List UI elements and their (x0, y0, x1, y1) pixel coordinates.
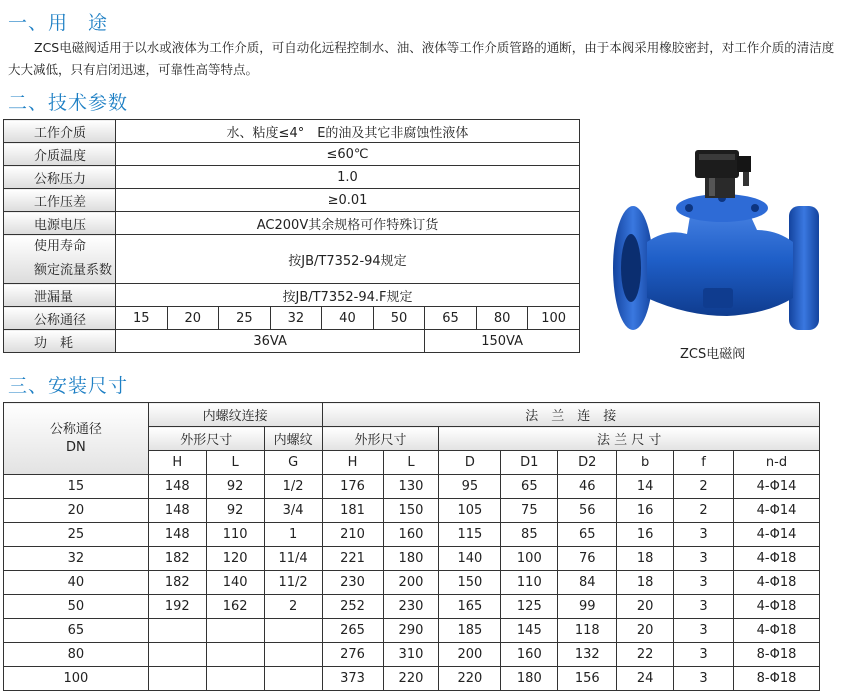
table-cell: 16 (617, 523, 674, 547)
spec-label: 公称通径 (4, 307, 116, 330)
table-cell: 110 (501, 571, 558, 595)
table-cell: 18 (617, 547, 674, 571)
table-cell: 11/2 (264, 571, 322, 595)
spec-label-life: 使用寿命 (34, 239, 87, 254)
spec-label: 公称压力 (4, 166, 116, 189)
col-header-outer2: 外形尺寸 (322, 427, 439, 451)
spec-value: ≤60℃ (115, 143, 579, 166)
table-cell (206, 619, 264, 643)
dn-value: 50 (373, 307, 425, 330)
table-cell: 265 (322, 619, 383, 643)
table-cell: 18 (617, 571, 674, 595)
spec-value: 36VA (115, 330, 424, 353)
table-cell: 4-Φ18 (734, 571, 820, 595)
table-cell: 4-Φ18 (734, 595, 820, 619)
table-cell: 85 (501, 523, 558, 547)
table-row (4, 212, 580, 235)
col-header-flange-dim: 法 兰 尺 寸 (439, 427, 820, 451)
table-cell: 140 (206, 571, 264, 595)
table-cell: 3 (674, 523, 734, 547)
table-cell: 65 (501, 475, 558, 499)
table-cell (206, 667, 264, 691)
table-row (4, 235, 580, 284)
table-cell: 99 (558, 595, 617, 619)
table-cell: 290 (383, 619, 439, 643)
dn-value: 40 (322, 307, 374, 330)
spec-label: 工作介质 (4, 120, 116, 143)
section-heading-dimensions: 三、安装尺寸 (8, 375, 129, 397)
dn-value: 20 (167, 307, 219, 330)
spec-value: 按JB/T7352-94规定 (115, 235, 579, 284)
table-cell: 200 (439, 643, 501, 667)
table-cell: 65 (558, 523, 617, 547)
table-cell: 3 (674, 619, 734, 643)
usage-paragraph: ZCS电磁阀适用于以水或液体为工作介质，可自动化远程控制水、油、液体等工作介质管路的通断，由于本阀采用橡胶密封，对工作介质的清洁度大大减低，只有启闭迅速，可靠性高等特点。 (8, 40, 835, 77)
col-header-inner-thread: 内螺纹 (264, 427, 322, 451)
section-heading-specs: 二、技术参数 (8, 92, 129, 114)
col-header-outer: 外形尺寸 (148, 427, 264, 451)
table-cell: 3 (674, 667, 734, 691)
table-cell: 118 (558, 619, 617, 643)
table-row (4, 547, 820, 571)
dn-value: 80 (476, 307, 528, 330)
table-cell: 100 (4, 667, 149, 691)
table-cell: 160 (383, 523, 439, 547)
table-cell: 22 (617, 643, 674, 667)
table-cell: 4-Φ18 (734, 619, 820, 643)
table-cell: 140 (439, 547, 501, 571)
spec-label: 工作压差 (4, 189, 116, 212)
dn-value: 15 (115, 307, 167, 330)
table-row (4, 307, 580, 330)
solenoid-valve-icon (607, 138, 829, 338)
spec-value: 1.0 (115, 166, 579, 189)
table-cell: 40 (4, 571, 149, 595)
spec-value: ≥0.01 (115, 189, 579, 212)
table-cell: 130 (383, 475, 439, 499)
col-header: G (264, 451, 322, 475)
col-header: D2 (558, 451, 617, 475)
table-cell: 92 (206, 499, 264, 523)
table-cell: 16 (617, 499, 674, 523)
table-cell: 20 (4, 499, 149, 523)
col-header: H (322, 451, 383, 475)
table-cell (148, 619, 206, 643)
table-cell: 182 (148, 571, 206, 595)
table-cell: 2 (264, 595, 322, 619)
table-cell: 100 (501, 547, 558, 571)
table-cell: 95 (439, 475, 501, 499)
table-cell: 221 (322, 547, 383, 571)
table-cell: 210 (322, 523, 383, 547)
table-cell: 220 (439, 667, 501, 691)
table-cell: 105 (439, 499, 501, 523)
table-cell (264, 643, 322, 667)
table-cell: 2 (674, 475, 734, 499)
table-cell: 162 (206, 595, 264, 619)
table-cell: 75 (501, 499, 558, 523)
table-cell: 15 (4, 475, 149, 499)
table-cell (148, 643, 206, 667)
table-cell: 4-Φ18 (734, 547, 820, 571)
table-cell: 76 (558, 547, 617, 571)
table-cell: 14 (617, 475, 674, 499)
table-cell (264, 667, 322, 691)
table-cell: 65 (4, 619, 149, 643)
dn-value: 25 (219, 307, 271, 330)
dn-value: 65 (425, 307, 477, 330)
spec-label-flow: 额定流量系数 (34, 263, 113, 278)
product-caption: ZCS电磁阀 (680, 347, 746, 362)
table-row (4, 330, 580, 353)
table-cell: 1 (264, 523, 322, 547)
table-cell: 80 (4, 643, 149, 667)
table-cell: 120 (206, 547, 264, 571)
col-header-thread: 内螺纹连接 (148, 403, 322, 427)
table-cell: 20 (617, 619, 674, 643)
table-cell: 132 (558, 643, 617, 667)
table-cell: 150 (383, 499, 439, 523)
table-cell: 182 (148, 547, 206, 571)
col-header: n-d (734, 451, 820, 475)
table-cell: 185 (439, 619, 501, 643)
col-header-flange: 法 兰 连 接 (322, 403, 819, 427)
install-table-body (4, 475, 820, 691)
table-cell: 46 (558, 475, 617, 499)
table-cell: 20 (617, 595, 674, 619)
table-cell: 2 (674, 499, 734, 523)
spec-label: 功 耗 (4, 330, 116, 353)
table-row (4, 189, 580, 212)
table-cell: 56 (558, 499, 617, 523)
col-header: f (674, 451, 734, 475)
table-row (4, 571, 820, 595)
col-header: L (383, 451, 439, 475)
table-cell: 1/2 (264, 475, 322, 499)
table-cell: 11/4 (264, 547, 322, 571)
dn-value: 32 (270, 307, 322, 330)
table-cell: 373 (322, 667, 383, 691)
spec-value: 按JB/T7352-94.F规定 (115, 284, 579, 307)
table-cell: 4-Φ14 (734, 499, 820, 523)
table-cell: 156 (558, 667, 617, 691)
table-cell: 276 (322, 643, 383, 667)
col-header-dn-text: 公称通径 (49, 421, 102, 437)
spec-label: 泄漏量 (4, 284, 116, 307)
table-row (4, 523, 820, 547)
table-cell: 32 (4, 547, 149, 571)
table-cell: 310 (383, 643, 439, 667)
table-cell: 25 (4, 523, 149, 547)
table-row (4, 166, 580, 189)
table-cell: 145 (501, 619, 558, 643)
table-cell: 4-Φ14 (734, 475, 820, 499)
table-cell: 165 (439, 595, 501, 619)
table-cell (148, 667, 206, 691)
table-cell: 176 (322, 475, 383, 499)
table-cell: 148 (148, 523, 206, 547)
table-cell: 181 (322, 499, 383, 523)
table-cell: 252 (322, 595, 383, 619)
col-header: H (148, 451, 206, 475)
table-cell: 115 (439, 523, 501, 547)
table-cell: 24 (617, 667, 674, 691)
col-header: b (617, 451, 674, 475)
spec-label: 介质温度 (4, 143, 116, 166)
table-row (4, 643, 820, 667)
table-cell: 3 (674, 595, 734, 619)
table-cell: 110 (206, 523, 264, 547)
table-cell: 200 (383, 571, 439, 595)
col-header: D1 (501, 451, 558, 475)
table-cell: 3 (674, 643, 734, 667)
table-cell: 220 (383, 667, 439, 691)
spec-table (3, 119, 580, 353)
table-row (4, 619, 820, 643)
table-cell: 3 (674, 547, 734, 571)
table-row (4, 143, 580, 166)
spec-value: AC200V其余规格可作特殊订货 (115, 212, 579, 235)
spec-value: 150VA (425, 330, 580, 353)
table-cell (264, 619, 322, 643)
table-cell: 3 (674, 571, 734, 595)
table-cell: 148 (148, 499, 206, 523)
install-table (3, 402, 820, 691)
table-row (4, 595, 820, 619)
table-cell: 148 (148, 475, 206, 499)
table-cell: 180 (383, 547, 439, 571)
table-cell: 8-Φ18 (734, 667, 820, 691)
section-heading-usage: 一、用 途 (8, 12, 109, 34)
spec-label: 电源电压 (4, 212, 116, 235)
table-cell: 84 (558, 571, 617, 595)
table-row (4, 120, 580, 143)
table-row (4, 475, 820, 499)
table-cell: 150 (439, 571, 501, 595)
col-header: L (206, 451, 264, 475)
table-cell: 4-Φ14 (734, 523, 820, 547)
table-cell: 3/4 (264, 499, 322, 523)
col-header: D (439, 451, 501, 475)
table-cell: 180 (501, 667, 558, 691)
table-row (4, 499, 820, 523)
table-row (4, 284, 580, 307)
table-cell: 230 (322, 571, 383, 595)
spec-label (4, 235, 116, 284)
dn-value: 100 (528, 307, 580, 330)
table-cell: 50 (4, 595, 149, 619)
table-cell: 125 (501, 595, 558, 619)
table-header-row (4, 403, 820, 427)
table-cell: 192 (148, 595, 206, 619)
table-cell: 160 (501, 643, 558, 667)
spec-value: 水、粘度≤4° E的油及其它非腐蚀性液体 (115, 120, 579, 143)
table-cell: 8-Φ18 (734, 643, 820, 667)
col-header-dn-unit: DN (66, 439, 86, 455)
col-header-dn (4, 403, 149, 475)
table-row (4, 667, 820, 691)
valve-product-image (607, 138, 829, 338)
table-cell (206, 643, 264, 667)
table-cell: 92 (206, 475, 264, 499)
table-cell: 230 (383, 595, 439, 619)
